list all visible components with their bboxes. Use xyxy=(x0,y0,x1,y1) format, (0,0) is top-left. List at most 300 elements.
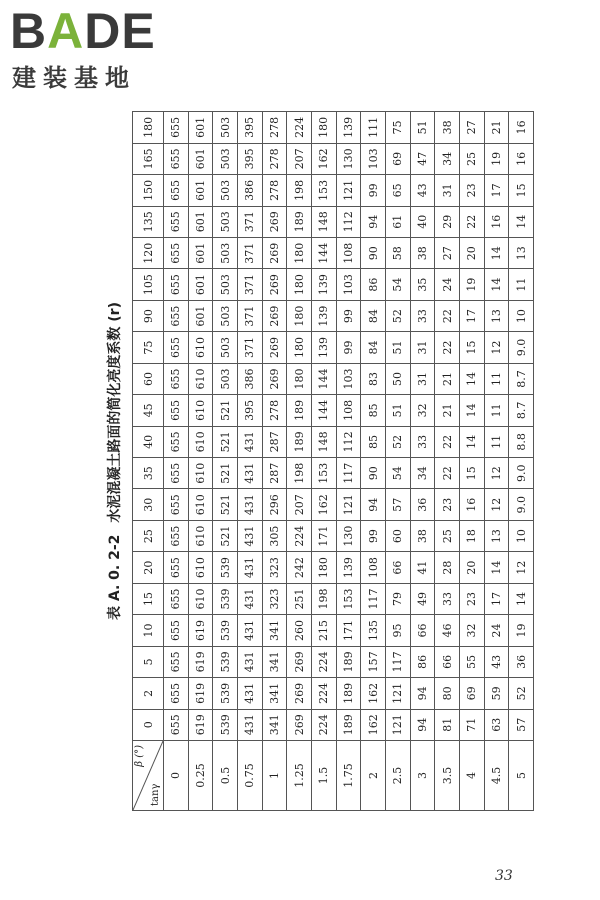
coefficient-cell: 655 xyxy=(164,646,189,677)
coefficient-cell: 52 xyxy=(385,426,410,457)
header-row xyxy=(133,112,164,811)
corner-cell xyxy=(133,741,164,811)
coefficient-cell: 610 xyxy=(188,363,213,394)
coefficient-cell: 36 xyxy=(509,646,534,677)
coefficient-cell: 103 xyxy=(361,143,386,174)
logo-letter: B xyxy=(10,3,48,59)
coefficient-cell: 431 xyxy=(237,426,262,457)
coefficient-cell: 51 xyxy=(385,332,410,363)
coefficient-cell: 19 xyxy=(509,615,534,646)
coefficient-cell: 180 xyxy=(287,269,312,300)
coefficient-cell: 103 xyxy=(336,269,361,300)
coefficient-cell: 323 xyxy=(262,552,287,583)
coefficient-cell: 655 xyxy=(164,269,189,300)
coefficient-cell: 269 xyxy=(287,678,312,709)
coefficient-cell: 189 xyxy=(287,426,312,457)
coefficient-cell: 655 xyxy=(164,520,189,551)
coefficient-cell: 112 xyxy=(336,426,361,457)
tan-value: 0 xyxy=(164,741,189,811)
coefficient-cell: 431 xyxy=(237,678,262,709)
coefficient-cell: 58 xyxy=(385,238,410,269)
coefficient-cell: 655 xyxy=(164,615,189,646)
coefficient-cell: 503 xyxy=(213,238,238,269)
coefficient-cell: 11 xyxy=(509,269,534,300)
coefficient-cell: 117 xyxy=(361,583,386,614)
coefficient-cell: 52 xyxy=(385,300,410,331)
coefficient-cell: 108 xyxy=(336,238,361,269)
coefficient-cell: 13 xyxy=(509,238,534,269)
coefficient-cell: 180 xyxy=(287,300,312,331)
coefficient-cell: 9.0 xyxy=(509,489,534,520)
coefficient-cell: 153 xyxy=(336,583,361,614)
beta-header: 135 xyxy=(133,206,164,237)
coefficient-cell: 503 xyxy=(213,112,238,144)
coefficient-cell: 99 xyxy=(336,300,361,331)
coefficient-cell: 431 xyxy=(237,583,262,614)
coefficient-cell: 431 xyxy=(237,520,262,551)
coefficient-cell: 31 xyxy=(410,363,435,394)
coefficient-cell: 66 xyxy=(385,552,410,583)
tan-label: tanγ xyxy=(150,783,161,806)
coefficient-cell: 601 xyxy=(188,300,213,331)
tan-value: 4.5 xyxy=(484,741,509,811)
coefficient-cell: 180 xyxy=(287,238,312,269)
table-row xyxy=(287,112,312,811)
coefficient-cell: 198 xyxy=(287,458,312,489)
coefficient-cell: 25 xyxy=(435,520,460,551)
coefficient-cell: 33 xyxy=(435,583,460,614)
coefficient-cell: 22 xyxy=(435,458,460,489)
coefficient-cell: 180 xyxy=(287,332,312,363)
coefficient-cell: 38 xyxy=(435,112,460,144)
coefficient-cell: 610 xyxy=(188,332,213,363)
coefficient-cell: 148 xyxy=(311,426,336,457)
coefficient-cell: 130 xyxy=(336,520,361,551)
coefficient-cell: 539 xyxy=(213,646,238,677)
coefficient-cell: 79 xyxy=(385,583,410,614)
coefficient-cell: 655 xyxy=(164,426,189,457)
coefficient-cell: 269 xyxy=(287,646,312,677)
coefficient-cell: 503 xyxy=(213,363,238,394)
coefficient-cell: 296 xyxy=(262,489,287,520)
beta-header: 10 xyxy=(133,615,164,646)
coefficient-cell: 34 xyxy=(410,458,435,489)
table-row xyxy=(237,112,262,811)
coefficient-cell: 15 xyxy=(459,458,484,489)
coefficient-cell: 655 xyxy=(164,332,189,363)
coefficient-cell: 198 xyxy=(311,583,336,614)
coefficient-cell: 601 xyxy=(188,112,213,144)
logo-subtitle: 建装基地 xyxy=(12,64,136,92)
table-row xyxy=(164,112,189,811)
coefficient-cell: 189 xyxy=(287,206,312,237)
coefficient-cell: 655 xyxy=(164,395,189,426)
table-row xyxy=(385,112,410,811)
coefficient-cell: 85 xyxy=(361,426,386,457)
coefficient-cell: 80 xyxy=(435,678,460,709)
coefficient-cell: 24 xyxy=(484,615,509,646)
table-row xyxy=(188,112,213,811)
beta-header: 90 xyxy=(133,300,164,331)
beta-header: 75 xyxy=(133,332,164,363)
coefficient-cell: 601 xyxy=(188,269,213,300)
coefficient-cell: 371 xyxy=(237,269,262,300)
tan-value: 3.5 xyxy=(435,741,460,811)
logo-wordmark xyxy=(10,2,156,60)
coefficient-cell: 371 xyxy=(237,332,262,363)
coefficient-cell: 94 xyxy=(410,709,435,740)
coefficient-cell: 20 xyxy=(459,238,484,269)
coefficient-cell: 269 xyxy=(262,332,287,363)
coefficient-cell: 54 xyxy=(385,458,410,489)
coefficient-cell: 601 xyxy=(188,238,213,269)
coefficient-cell: 269 xyxy=(262,300,287,331)
tan-value: 1.75 xyxy=(336,741,361,811)
coefficient-cell: 20 xyxy=(459,552,484,583)
coefficient-cell: 395 xyxy=(237,395,262,426)
coefficient-cell: 34 xyxy=(435,143,460,174)
coefficient-cell: 139 xyxy=(311,332,336,363)
coefficient-cell: 16 xyxy=(509,143,534,174)
coefficient-cell: 61 xyxy=(385,206,410,237)
coefficient-cell: 610 xyxy=(188,458,213,489)
coefficient-cell: 144 xyxy=(311,363,336,394)
coefficient-cell: 24 xyxy=(435,269,460,300)
coefficient-cell: 539 xyxy=(213,583,238,614)
coefficient-cell: 32 xyxy=(410,395,435,426)
coefficient-cell: 180 xyxy=(287,363,312,394)
coefficient-cell: 655 xyxy=(164,583,189,614)
coefficient-cell: 539 xyxy=(213,615,238,646)
coefficient-cell: 94 xyxy=(361,489,386,520)
coefficient-cell: 269 xyxy=(262,363,287,394)
coefficient-cell: 29 xyxy=(435,206,460,237)
coefficient-cell: 8.7 xyxy=(509,363,534,394)
tan-value: 2 xyxy=(361,741,386,811)
coefficient-cell: 12 xyxy=(484,332,509,363)
coefficient-cell: 503 xyxy=(213,143,238,174)
coefficient-cell: 139 xyxy=(311,269,336,300)
coefficient-cell: 395 xyxy=(237,112,262,144)
coefficient-cell: 162 xyxy=(361,678,386,709)
coefficient-cell: 38 xyxy=(410,520,435,551)
tan-value: 5 xyxy=(509,741,534,811)
coefficient-cell: 655 xyxy=(164,143,189,174)
coefficient-cell: 207 xyxy=(287,143,312,174)
coefficient-cell: 539 xyxy=(213,552,238,583)
coefficient-cell: 25 xyxy=(459,143,484,174)
coefficient-cell: 60 xyxy=(385,520,410,551)
coefficient-cell: 69 xyxy=(385,143,410,174)
tan-value: 1 xyxy=(262,741,287,811)
coefficient-cell: 66 xyxy=(435,646,460,677)
coefficient-cell: 431 xyxy=(237,709,262,740)
coefficient-cell: 21 xyxy=(435,395,460,426)
coefficient-cell: 144 xyxy=(311,395,336,426)
beta-header: 180 xyxy=(133,112,164,144)
coefficient-cell: 40 xyxy=(410,206,435,237)
coefficient-cell: 71 xyxy=(459,709,484,740)
coefficient-cell: 162 xyxy=(311,143,336,174)
tan-value: 0.75 xyxy=(237,741,262,811)
coefficient-cell: 655 xyxy=(164,175,189,206)
table-row xyxy=(213,112,238,811)
table-row xyxy=(311,112,336,811)
coefficient-cell: 189 xyxy=(287,395,312,426)
coefficient-cell: 521 xyxy=(213,520,238,551)
coefficient-cell: 269 xyxy=(262,238,287,269)
coefficient-cell: 189 xyxy=(336,678,361,709)
coefficient-cell: 57 xyxy=(509,709,534,740)
coefficient-cell: 22 xyxy=(435,300,460,331)
coefficient-cell: 655 xyxy=(164,300,189,331)
coefficient-cell: 99 xyxy=(361,520,386,551)
rotated-table-block xyxy=(102,111,534,811)
beta-header: 35 xyxy=(133,458,164,489)
coefficient-cell: 15 xyxy=(459,332,484,363)
coefficient-cell: 521 xyxy=(213,395,238,426)
coefficient-cell: 86 xyxy=(361,269,386,300)
coefficient-cell: 51 xyxy=(410,112,435,144)
coefficient-cell: 224 xyxy=(287,520,312,551)
coefficient-cell: 431 xyxy=(237,646,262,677)
coefficient-cell: 224 xyxy=(311,678,336,709)
table-body xyxy=(164,112,534,811)
coefficient-cell: 14 xyxy=(509,206,534,237)
coefficient-cell: 539 xyxy=(213,709,238,740)
coefficient-cell: 57 xyxy=(385,489,410,520)
coefficient-cell: 130 xyxy=(336,143,361,174)
coefficient-cell: 287 xyxy=(262,426,287,457)
table-row xyxy=(435,112,460,811)
coefficient-cell: 341 xyxy=(262,678,287,709)
coefficient-cell: 278 xyxy=(262,175,287,206)
coefficient-cell: 14 xyxy=(459,395,484,426)
coefficient-cell: 180 xyxy=(311,112,336,144)
coefficient-cell: 75 xyxy=(385,112,410,144)
beta-header: 165 xyxy=(133,143,164,174)
coefficient-cell: 503 xyxy=(213,269,238,300)
coefficient-cell: 84 xyxy=(361,300,386,331)
coefficient-cell: 431 xyxy=(237,489,262,520)
coefficient-cell: 10 xyxy=(509,520,534,551)
coefficient-cell: 19 xyxy=(484,143,509,174)
coefficient-cell: 99 xyxy=(336,332,361,363)
coefficient-cell: 10 xyxy=(509,300,534,331)
table-row xyxy=(459,112,484,811)
coefficient-cell: 51 xyxy=(385,395,410,426)
coefficient-cell: 287 xyxy=(262,458,287,489)
coefficient-cell: 16 xyxy=(509,112,534,144)
logo-letters xyxy=(10,3,156,59)
coefficient-cell: 251 xyxy=(287,583,312,614)
coefficient-cell: 224 xyxy=(311,709,336,740)
coefficient-cell: 69 xyxy=(459,678,484,709)
coefficient-cell: 23 xyxy=(459,583,484,614)
coefficient-cell: 43 xyxy=(484,646,509,677)
coefficient-cell: 8.8 xyxy=(509,426,534,457)
logo-letter: D xyxy=(84,3,122,59)
coefficient-cell: 47 xyxy=(410,143,435,174)
coefficient-cell: 22 xyxy=(435,426,460,457)
coefficient-cell: 619 xyxy=(188,709,213,740)
coefficient-cell: 22 xyxy=(435,332,460,363)
coefficient-cell: 16 xyxy=(484,206,509,237)
beta-header: 15 xyxy=(133,583,164,614)
coefficient-cell: 242 xyxy=(287,552,312,583)
coefficient-cell: 655 xyxy=(164,489,189,520)
coefficient-cell: 35 xyxy=(410,269,435,300)
coefficient-cell: 601 xyxy=(188,175,213,206)
coefficient-cell: 431 xyxy=(237,615,262,646)
coefficient-cell: 11 xyxy=(484,426,509,457)
coefficient-cell: 9.0 xyxy=(509,332,534,363)
brightness-coefficient-table xyxy=(132,111,534,811)
coefficient-cell: 12 xyxy=(484,489,509,520)
table-row xyxy=(336,112,361,811)
beta-header: 2 xyxy=(133,678,164,709)
coefficient-cell: 610 xyxy=(188,520,213,551)
coefficient-cell: 610 xyxy=(188,395,213,426)
coefficient-cell: 139 xyxy=(336,552,361,583)
coefficient-cell: 85 xyxy=(361,395,386,426)
table-row xyxy=(262,112,287,811)
coefficient-cell: 655 xyxy=(164,678,189,709)
coefficient-cell: 371 xyxy=(237,206,262,237)
coefficient-cell: 13 xyxy=(484,300,509,331)
coefficient-cell: 224 xyxy=(311,646,336,677)
tan-value: 1.5 xyxy=(311,741,336,811)
page-number: 33 xyxy=(495,868,513,884)
coefficient-cell: 215 xyxy=(311,615,336,646)
coefficient-cell: 27 xyxy=(459,112,484,144)
coefficient-cell: 18 xyxy=(459,520,484,551)
coefficient-cell: 371 xyxy=(237,300,262,331)
coefficient-cell: 50 xyxy=(385,363,410,394)
coefficient-cell: 121 xyxy=(385,678,410,709)
coefficient-cell: 655 xyxy=(164,552,189,583)
logo-letter: E xyxy=(121,3,156,59)
coefficient-cell: 14 xyxy=(484,552,509,583)
coefficient-cell: 52 xyxy=(509,678,534,709)
coefficient-cell: 11 xyxy=(484,395,509,426)
coefficient-cell: 41 xyxy=(410,552,435,583)
table-row xyxy=(484,112,509,811)
coefficient-cell: 153 xyxy=(311,458,336,489)
coefficient-cell: 269 xyxy=(287,709,312,740)
coefficient-cell: 16 xyxy=(459,489,484,520)
coefficient-cell: 198 xyxy=(287,175,312,206)
coefficient-cell: 117 xyxy=(385,646,410,677)
coefficient-cell: 21 xyxy=(435,363,460,394)
coefficient-cell: 655 xyxy=(164,206,189,237)
coefficient-cell: 112 xyxy=(336,206,361,237)
coefficient-cell: 260 xyxy=(287,615,312,646)
coefficient-cell: 610 xyxy=(188,426,213,457)
coefficient-cell: 17 xyxy=(459,300,484,331)
beta-header: 20 xyxy=(133,552,164,583)
coefficient-cell: 12 xyxy=(484,458,509,489)
coefficient-cell: 23 xyxy=(435,489,460,520)
coefficient-cell: 386 xyxy=(237,175,262,206)
coefficient-cell: 95 xyxy=(385,615,410,646)
coefficient-cell: 610 xyxy=(188,583,213,614)
caption-number: 表 A. 0. 2-2 xyxy=(107,534,123,620)
beta-header: 0 xyxy=(133,709,164,740)
coefficient-cell: 17 xyxy=(484,175,509,206)
coefficient-cell: 224 xyxy=(287,112,312,144)
tan-value: 3 xyxy=(410,741,435,811)
coefficient-cell: 15 xyxy=(509,175,534,206)
coefficient-cell: 55 xyxy=(459,646,484,677)
logo xyxy=(10,3,185,92)
coefficient-cell: 19 xyxy=(459,269,484,300)
coefficient-cell: 31 xyxy=(435,175,460,206)
table-caption xyxy=(102,111,128,811)
coefficient-cell: 14 xyxy=(459,363,484,394)
coefficient-cell: 86 xyxy=(410,646,435,677)
coefficient-cell: 65 xyxy=(385,175,410,206)
coefficient-cell: 503 xyxy=(213,300,238,331)
coefficient-cell: 8.7 xyxy=(509,395,534,426)
coefficient-cell: 341 xyxy=(262,709,287,740)
coefficient-cell: 503 xyxy=(213,206,238,237)
coefficient-cell: 32 xyxy=(459,615,484,646)
coefficient-cell: 33 xyxy=(410,300,435,331)
coefficient-cell: 153 xyxy=(311,175,336,206)
coefficient-cell: 162 xyxy=(311,489,336,520)
coefficient-cell: 601 xyxy=(188,206,213,237)
coefficient-cell: 46 xyxy=(435,615,460,646)
coefficient-cell: 139 xyxy=(336,112,361,144)
coefficient-cell: 108 xyxy=(361,552,386,583)
coefficient-cell: 43 xyxy=(410,175,435,206)
coefficient-cell: 9.0 xyxy=(509,458,534,489)
coefficient-cell: 22 xyxy=(459,206,484,237)
beta-header: 105 xyxy=(133,269,164,300)
coefficient-cell: 27 xyxy=(435,238,460,269)
coefficient-cell: 431 xyxy=(237,552,262,583)
coefficient-cell: 619 xyxy=(188,615,213,646)
coefficient-cell: 94 xyxy=(410,678,435,709)
coefficient-cell: 117 xyxy=(336,458,361,489)
coefficient-cell: 121 xyxy=(336,175,361,206)
coefficient-cell: 323 xyxy=(262,583,287,614)
beta-header: 45 xyxy=(133,395,164,426)
coefficient-cell: 278 xyxy=(262,143,287,174)
tan-value: 0.5 xyxy=(213,741,238,811)
coefficient-cell: 655 xyxy=(164,458,189,489)
coefficient-cell: 341 xyxy=(262,646,287,677)
tan-value: 1.25 xyxy=(287,741,312,811)
coefficient-cell: 619 xyxy=(188,646,213,677)
coefficient-cell: 90 xyxy=(361,458,386,489)
coefficient-cell: 121 xyxy=(385,709,410,740)
beta-header: 40 xyxy=(133,426,164,457)
coefficient-cell: 269 xyxy=(262,206,287,237)
coefficient-cell: 189 xyxy=(336,646,361,677)
coefficient-cell: 66 xyxy=(410,615,435,646)
coefficient-cell: 103 xyxy=(336,363,361,394)
coefficient-cell: 180 xyxy=(311,552,336,583)
tan-value: 2.5 xyxy=(385,741,410,811)
coefficient-cell: 14 xyxy=(484,238,509,269)
coefficient-cell: 157 xyxy=(361,646,386,677)
coefficient-cell: 94 xyxy=(361,206,386,237)
coefficient-cell: 121 xyxy=(336,489,361,520)
beta-header: 60 xyxy=(133,363,164,394)
coefficient-cell: 135 xyxy=(361,615,386,646)
